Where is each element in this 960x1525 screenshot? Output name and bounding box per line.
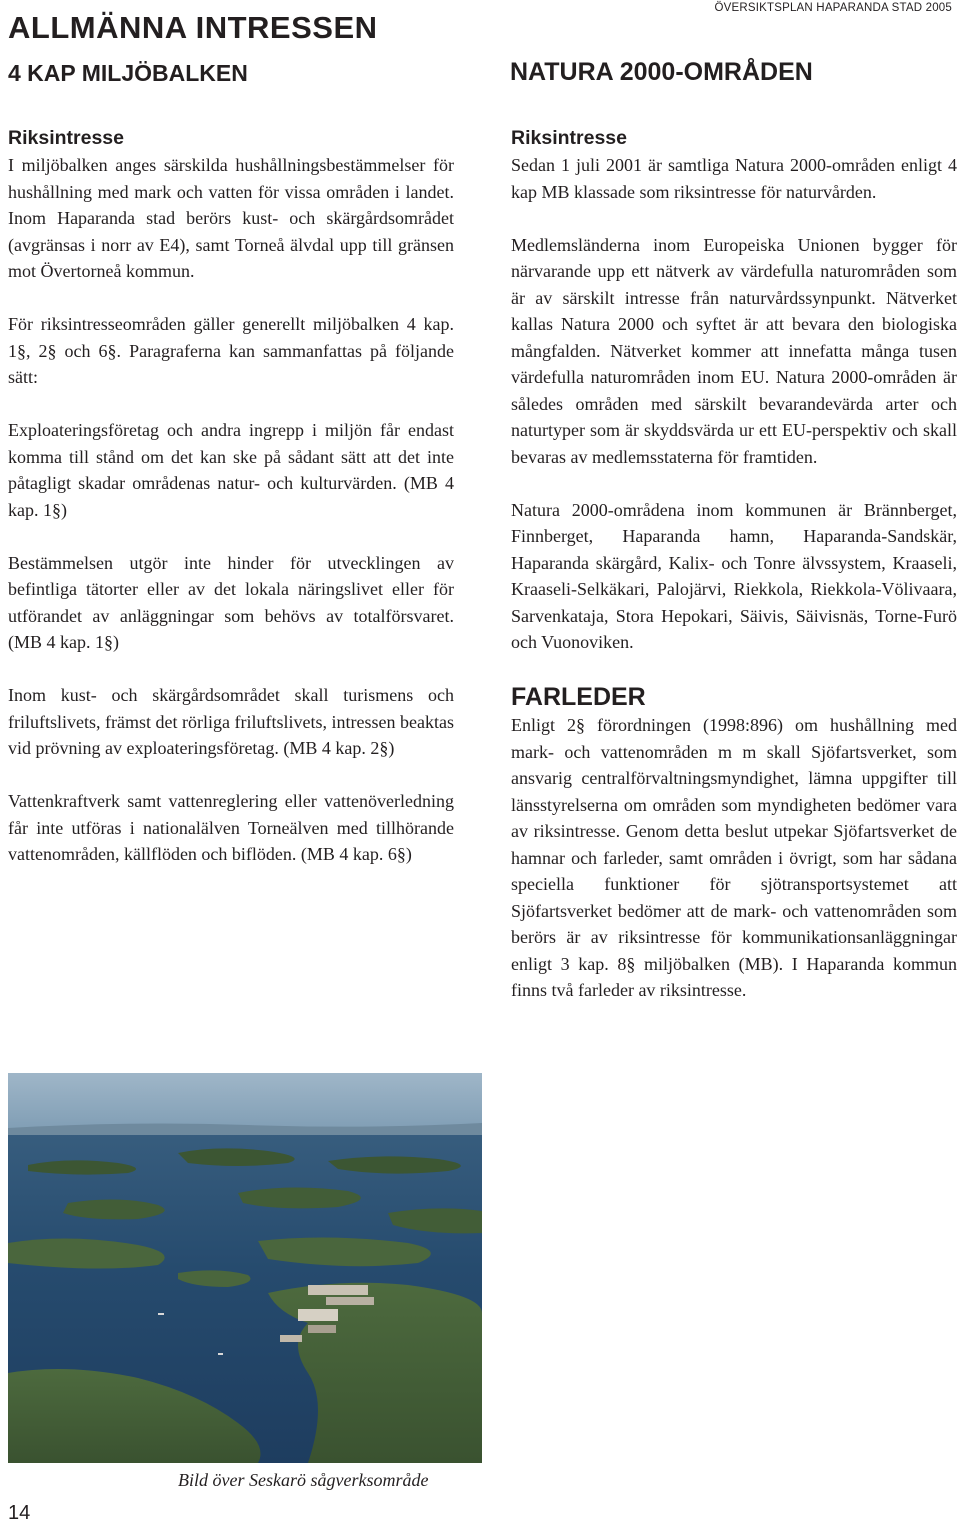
right-column: [511, 124, 957, 1004]
right-paragraph: Medlemsländerna inom Europeiska Unionen bygger för närvarande upp ett nätverk av värdefulla naturområden som är av särskilt intresse från naturvårdssynpunkt. Nätverket kallas Natura 2000 och syftet är att bevara den biologiska mångfalden. Nätverket kommer att innefatta många tusen värdefulla naturområden inom EU. Natura 2000-områden är således områden med särskilt bevarandevärda arter och naturtyper som är skyddsvärda ur ett EU-perspektiv och skall bevaras av medlemsstaterna för framtiden.: [511, 234, 957, 467]
page-number: 14: [8, 1502, 31, 1524]
left-paragraph: Bestämmelsen utgör inte hinder för utvecklingen av befintliga tätorter eller av det lokala näringslivet eller för utförandet av anläggningar som behövs av totalförsvaret. (MB 4 kap. 1§): [8, 552, 454, 652]
right-paragraph: Sedan 1 juli 2001 är samtliga Natura 2000-områden enligt 4 kap MB klassade som riksintresse för naturvården.: [511, 155, 957, 202]
aerial-photo: [8, 1073, 482, 1463]
right-paragraph: Natura 2000-områdena inom kommunen är Brännberget, Finnberget, Haparanda hamn, Haparanda-Sandskär, Haparanda skärgård, Kalix- och Tonre älvssystem, Kraaseli, Kraaseli-Selkäkari, Palojärvi, Riekkola, Riekkola-Völivaara, Sarvenkataja, Stora Hepokari, Säivis, Säivisnäs, Torne-Furö och Vuonoviken.: [511, 499, 957, 652]
left-paragraph: I miljöbalken anges särskilda hushållningsbestämmelser för hushållning med mark och vatten för vissa områden i landet. Inom Haparanda stad berörs kust- och skärgårdsområdet (avgränsas i norr av E4), samt Torneå älvdal upp till gränsen mot Övertorneå kommun.: [8, 155, 454, 281]
chapter-subtitle: 4 KAP MILJÖBALKEN: [8, 60, 248, 86]
running-head: ÖVERSIKTSPLAN HAPARANDA STAD 2005: [714, 2, 952, 14]
farleder-paragraph: Enligt 2§ förordningen (1998:896) om hushållning med mark- och vattenområden m m skall Sjöfartsverket, som ansvarig centralförvaltningsmyndighet, lämna uppgifter till länsstyrelserna om områden som myndigheten bedömer vara av riksintresse. Genom detta beslut utpekar Sjöfartsverket de hamnar och farleder, samt områden i övrigt, som har sådana speciella funktioner för sjötransportsystemet att Sjöfartsverket bedömer att de mark- och vattenområden som berörs är av riksintresse för kommunikationsanläggningar enligt 3 kap. 8§ miljöbalken (MB). I Haparanda kommun finns två farleder av riksintresse.: [511, 715, 957, 1000]
left-paragraph: För riksintresseområden gäller generellt miljöbalken 4 kap. 1§, 2§ och 6§. Paragraferna kan sammanfattas på följande sätt:: [8, 314, 454, 387]
left-paragraph: Vattenkraftverk samt vattenreglering eller vattenöverledning får inte utföras i nationalälven Torneälven med tillhörande vattenområden, källflöden och biflöden. (MB 4 kap. 6§): [8, 791, 454, 864]
section-title-natura: NATURA 2000-OMRÅDEN: [510, 58, 813, 86]
left-paragraph: Exploateringsföretag och andra ingrepp i miljön får endast komma till stånd om det kan ske på sådant sätt att det inte påtagligt skadar områdenas natur- och kulturvärden. (MB 4 kap. 1§): [8, 420, 454, 520]
left-paragraph: Inom kust- och skärgårdsområdet skall turismens och friluftslivets, främst det rörliga friluftslivets, intressen beaktas vid prövning av exploateringsföretag. (MB 4 kap. 2§): [8, 685, 454, 758]
left-heading-riksintresse: Riksintresse: [8, 127, 124, 149]
left-column: [8, 124, 454, 868]
page-title: ALLMÄNNA INTRESSEN: [8, 10, 378, 45]
right-heading-riksintresse: Riksintresse: [511, 127, 627, 149]
photo-caption: Bild över Seskarö sågverksområde: [178, 1470, 429, 1490]
farleder-heading: FARLEDER: [511, 683, 646, 711]
aerial-photo-illustration: [8, 1073, 482, 1463]
